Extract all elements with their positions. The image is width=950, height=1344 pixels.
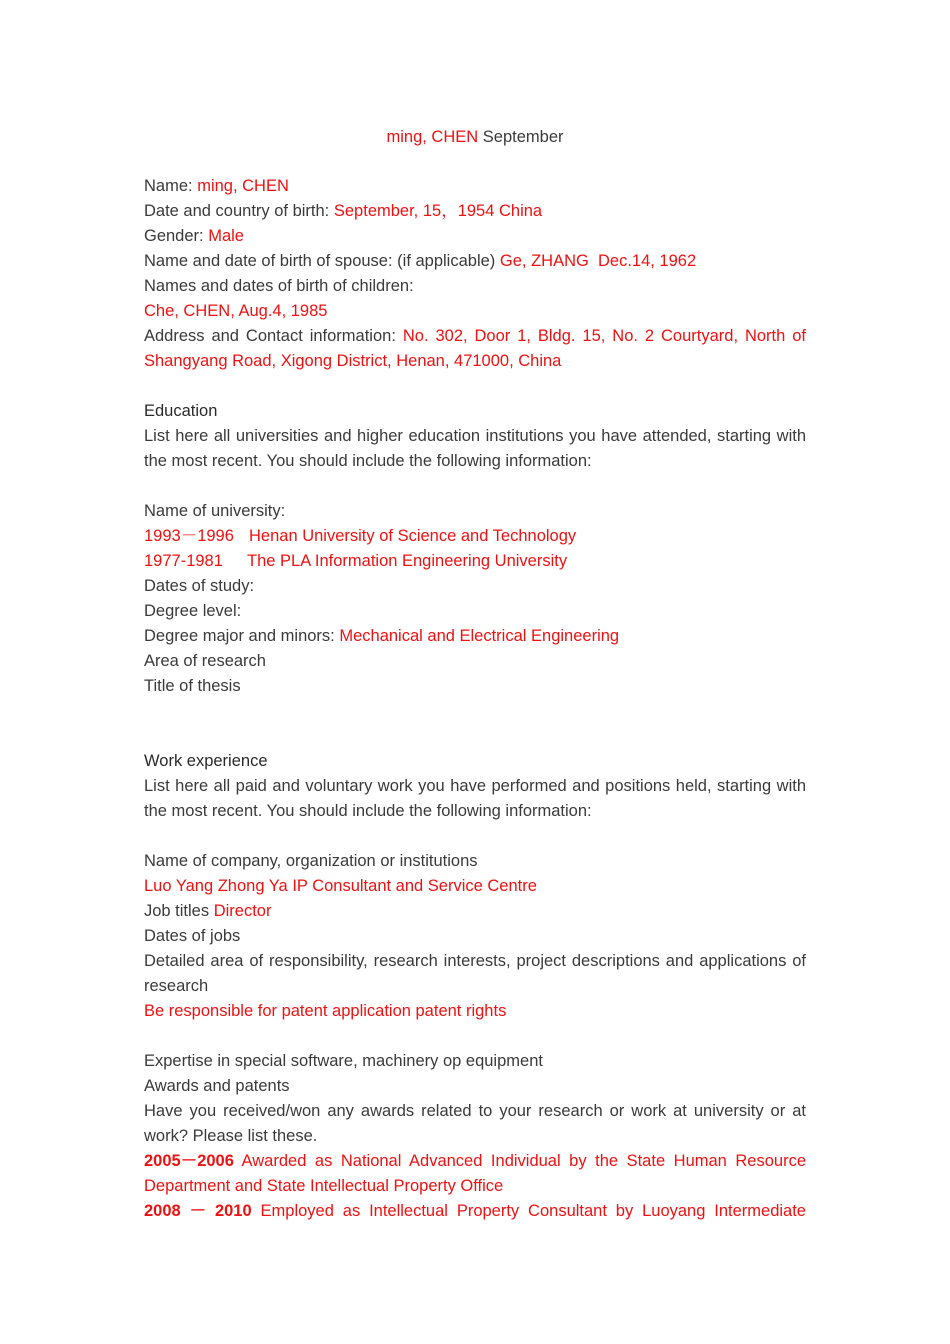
- awards-question: Have you received/won any awards related to your research or work at university or at work? Please list these.: [144, 1102, 806, 1145]
- spacer: [144, 374, 806, 399]
- expertise-label: Expertise in special software, machinery op equipment: [144, 1052, 543, 1070]
- thesis-title-label: Title of thesis: [144, 677, 241, 695]
- birth-value: September, 15，1954 China: [333, 202, 543, 220]
- children-label: Names and dates of birth of children:: [144, 277, 414, 295]
- company-value: Luo Yang Zhong Ya IP Consultant and Service Centre: [144, 877, 537, 895]
- job-value: Director: [213, 902, 272, 920]
- document-body: [144, 174, 806, 1224]
- gender-label: Gender:: [144, 227, 204, 245]
- name-label: Name:: [144, 177, 193, 195]
- award-entry: [144, 1149, 806, 1199]
- job-label: Job titles: [144, 902, 210, 920]
- dates-of-study-label: Dates of study:: [144, 577, 255, 595]
- gender-value: Male: [208, 227, 244, 245]
- award-entry: [144, 1199, 806, 1224]
- degree-level-label: Degree level:: [144, 602, 242, 620]
- responsibility-value: Be responsible for patent application patent rights: [144, 1002, 507, 1020]
- spacer: [144, 1024, 806, 1049]
- work-intro: List here all paid and voluntary work you have performed and positions held, starting with the most recent. You should include the following information:: [144, 777, 806, 820]
- name-value: ming, CHEN: [197, 177, 289, 195]
- company-label: Name of company, organization or institutions: [144, 852, 478, 870]
- university-years: 1993－1996: [144, 527, 234, 545]
- job-dates-label: Dates of jobs: [144, 927, 241, 945]
- title-name: ming, CHEN: [386, 128, 479, 146]
- document-title: [0, 125, 950, 150]
- spacer: [144, 824, 806, 849]
- major-label: Degree major and minors:: [144, 627, 335, 645]
- major-line: [144, 624, 806, 649]
- birth-label: Date and country of birth:: [144, 202, 330, 220]
- awards-label: Awards and patents: [144, 1077, 290, 1095]
- address-label: Address and Contact information:: [144, 327, 396, 345]
- university-label: Name of university:: [144, 502, 286, 520]
- spouse-value: Ge, ZHANG Dec.14, 1962: [499, 252, 697, 270]
- birth-line: [144, 199, 806, 224]
- university-name: Henan University of Science and Technology: [249, 527, 577, 545]
- education-intro: List here all universities and higher education institutions you have attended, starting with the most recent. You should include the following information:: [144, 427, 806, 470]
- spouse-label: Name and date of birth of spouse: (if applicable): [144, 252, 496, 270]
- award-years: 2005－2006: [144, 1152, 234, 1170]
- research-area-label: Area of research: [144, 652, 266, 670]
- spacer: [144, 699, 806, 724]
- spacer: [144, 474, 806, 499]
- university-entry: [144, 549, 806, 574]
- children-value: Che, CHEN, Aug.4, 1985: [144, 302, 328, 320]
- university-name: The PLA Information Engineering University: [247, 552, 568, 570]
- work-heading: Work experience: [144, 752, 268, 770]
- address-value: No. 302, Door 1, Bldg. 15, No. 2 Courtyard, North of Shangyang Road, Xigong District, Henan, 471000, China: [144, 327, 806, 370]
- award-text: Employed as Intellectual Property Consultant by Luoyang Intermediate: [260, 1202, 806, 1220]
- address-paragraph: [144, 324, 806, 374]
- spacer: [144, 724, 806, 749]
- award-text: Awarded as National Advanced Individual by the State Human Resource Department and State Intellectual Property Office: [144, 1152, 806, 1195]
- major-value: Mechanical and Electrical Engineering: [339, 627, 620, 645]
- university-entry: [144, 524, 806, 549]
- gender-line: [144, 224, 806, 249]
- title-suffix: September: [482, 128, 564, 146]
- university-years: 1977-1981: [144, 552, 223, 570]
- award-years: 2008 － 2010: [144, 1202, 252, 1220]
- responsibility-label: Detailed area of responsibility, research interests, project descriptions and applications of research: [144, 952, 806, 995]
- spouse-line: [144, 249, 806, 274]
- name-line: [144, 174, 806, 199]
- job-line: [144, 899, 806, 924]
- education-heading: Education: [144, 402, 218, 420]
